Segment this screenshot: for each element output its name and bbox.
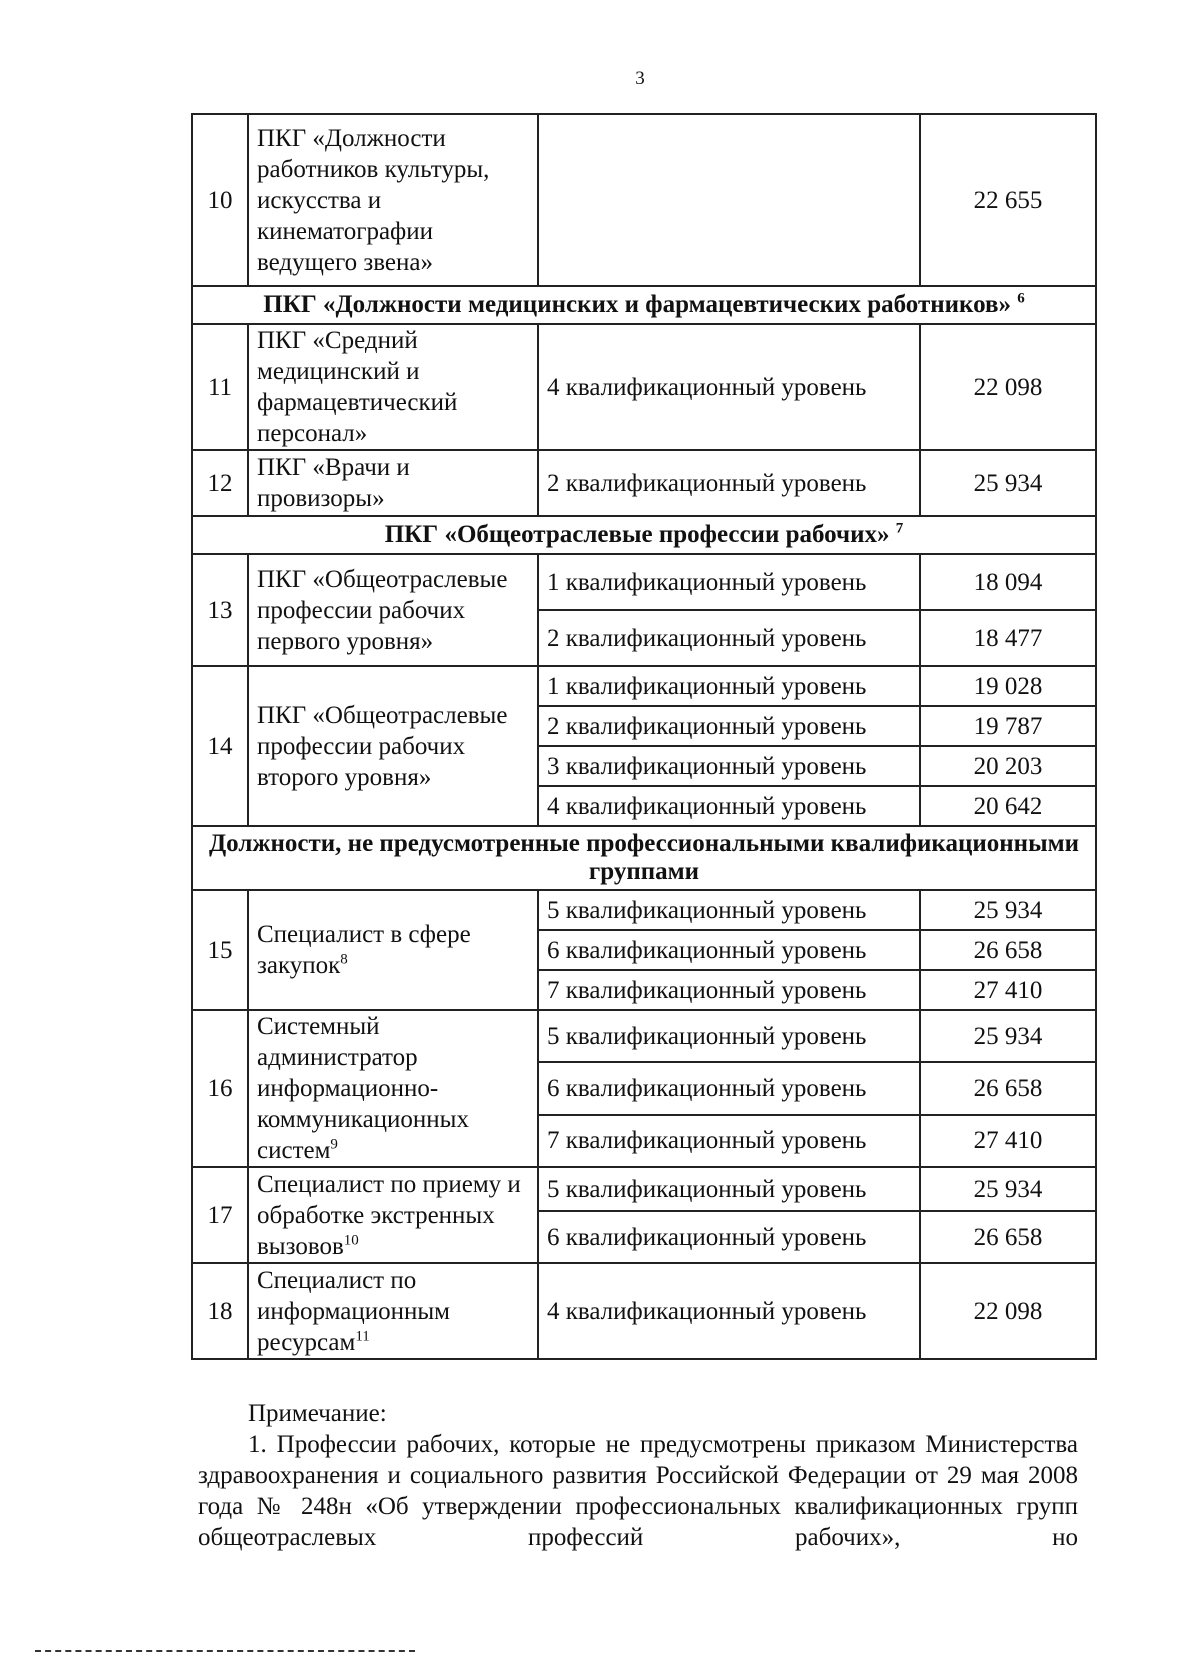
salary-value: 19 787 (920, 706, 1096, 746)
group-name: Специалист по приему и обработке экстренных вызовов (257, 1170, 521, 1260)
row-number: 10 (192, 114, 248, 286)
table-row (192, 114, 1096, 286)
qualification-level: 3 квалификационный уровень (538, 746, 920, 786)
footer-divider (35, 1650, 415, 1652)
section-header (192, 826, 1096, 890)
salary-value: 22 098 (920, 324, 1096, 450)
row-number: 16 (192, 1010, 248, 1167)
salary-value: 25 934 (920, 1167, 1096, 1211)
row-number: 12 (192, 450, 248, 516)
footnote-ref: 10 (343, 1232, 359, 1249)
group-name: ПКГ «Средний медицинский и фармацевтический персонал» (248, 324, 538, 450)
group-name: ПКГ «Врачи и провизоры» (248, 450, 538, 516)
row-number: 11 (192, 324, 248, 450)
qualification-level (538, 114, 920, 286)
salary-value: 25 934 (920, 1010, 1096, 1062)
salary-value: 22 655 (920, 114, 1096, 286)
qualification-level: 7 квалификационный уровень (538, 970, 920, 1010)
footnote-ref: 11 (355, 1328, 370, 1345)
footnote-ref: 8 (340, 951, 348, 968)
row-number: 13 (192, 554, 248, 666)
qualification-level: 6 квалификационный уровень (538, 930, 920, 970)
salary-value: 18 094 (920, 554, 1096, 610)
qualification-level: 4 квалификационный уровень (538, 324, 920, 450)
qualification-level: 1 квалификационный уровень (538, 666, 920, 706)
section-header (192, 516, 1096, 554)
qualification-level: 2 квалификационный уровень (538, 610, 920, 666)
salary-value: 26 658 (920, 930, 1096, 970)
note-paragraph: 1. Профессии рабочих, которые не предусмотрены приказом Министерства здравоохранения и социального развития Российской Федерации от 29 мая 2008 года № 248н «Об утверждении профессиональных квалификационных групп общеотраслевых профессий рабочих», но (198, 1431, 1078, 1551)
qualification-level: 6 квалификационный уровень (538, 1062, 920, 1114)
row-number: 18 (192, 1263, 248, 1359)
row-number: 17 (192, 1167, 248, 1263)
salary-value: 18 477 (920, 610, 1096, 666)
table-row (192, 666, 1096, 706)
table-row (192, 890, 1096, 930)
qualification-level: 4 квалификационный уровень (538, 1263, 920, 1359)
qualification-level: 7 квалификационный уровень (538, 1115, 920, 1167)
page-number: 3 (635, 68, 645, 89)
salary-value: 25 934 (920, 890, 1096, 930)
group-name: Специалист в сфере закупок (257, 921, 471, 979)
row-number: 14 (192, 666, 248, 826)
qualification-level: 2 квалификационный уровень (538, 706, 920, 746)
group-name: ПКГ «Должности работников культуры, искусства и кинематографии ведущего звена» (248, 114, 538, 286)
qualification-level: 5 квалификационный уровень (538, 890, 920, 930)
table-row (192, 450, 1096, 516)
qualification-level: 5 квалификационный уровень (538, 1167, 920, 1211)
group-name: Специалист по информационным ресурсам (257, 1266, 450, 1356)
section-title: ПКГ «Должности медицинских и фармацевтических работников» (263, 291, 1011, 318)
qualification-level: 4 квалификационный уровень (538, 786, 920, 826)
table-row (192, 1263, 1096, 1359)
qualification-level: 5 квалификационный уровень (538, 1010, 920, 1062)
qualification-level: 2 квалификационный уровень (538, 450, 920, 516)
group-name: ПКГ «Общеотраслевые профессии рабочих второго уровня» (248, 666, 538, 826)
salary-value: 27 410 (920, 970, 1096, 1010)
salary-value: 27 410 (920, 1115, 1096, 1167)
footnote-ref: 9 (330, 1136, 338, 1153)
qualification-level: 1 квалификационный уровень (538, 554, 920, 610)
qualification-level: 6 квалификационный уровень (538, 1211, 920, 1263)
section-header (192, 286, 1096, 324)
group-name: ПКГ «Общеотраслевые профессии рабочих первого уровня» (248, 554, 538, 666)
table-row (192, 554, 1096, 610)
salary-value: 26 658 (920, 1062, 1096, 1114)
salary-value: 26 658 (920, 1211, 1096, 1263)
footnote-ref: 6 (1017, 290, 1025, 307)
salary-table (191, 113, 1097, 1360)
salary-value: 19 028 (920, 666, 1096, 706)
group-name: Системный администратор информационно-коммуникационных систем (257, 1013, 469, 1164)
notes-block (198, 1398, 1078, 1553)
section-title: ПКГ «Общеотраслевые профессии рабочих» (384, 521, 890, 548)
section-title: Должности, не предусмотренные профессиональными квалификационными группами (192, 826, 1096, 890)
table-row (192, 1167, 1096, 1211)
salary-value: 20 642 (920, 786, 1096, 826)
salary-value: 20 203 (920, 746, 1096, 786)
table-row (192, 1010, 1096, 1062)
notes-title: Примечание: (248, 1400, 387, 1427)
salary-value: 22 098 (920, 1263, 1096, 1359)
table-row (192, 324, 1096, 450)
salary-value: 25 934 (920, 450, 1096, 516)
row-number: 15 (192, 890, 248, 1010)
footnote-ref: 7 (895, 520, 904, 537)
